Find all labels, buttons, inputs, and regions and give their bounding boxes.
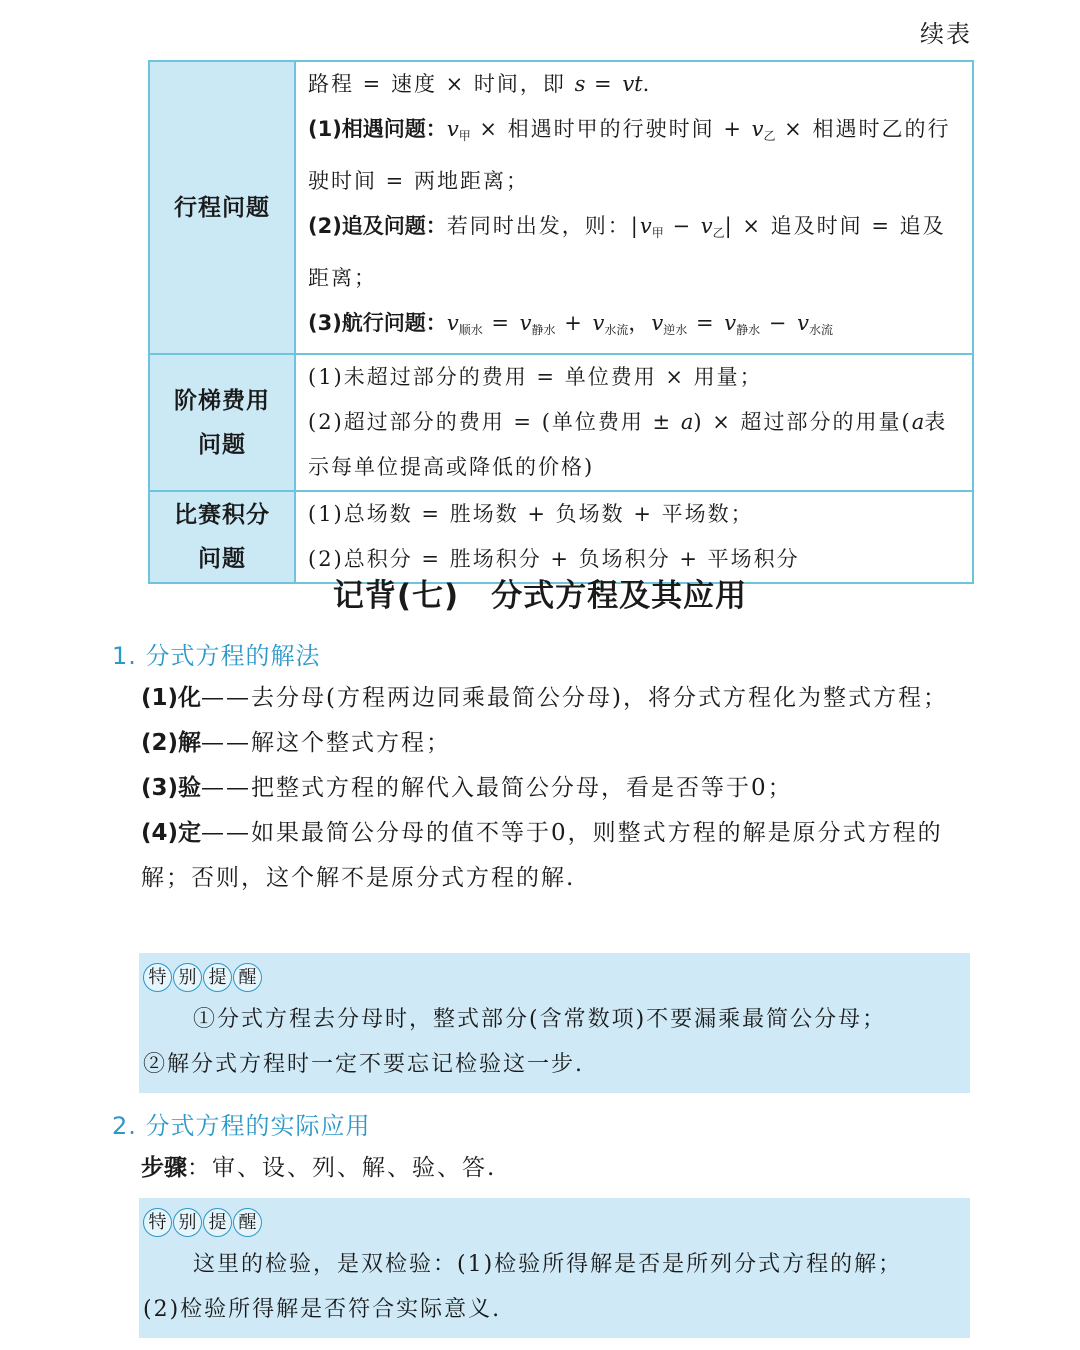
part2-steps (141, 1146, 975, 1191)
step-1: (1)化——去分母(方程两边同乘最简公分母)，将分式方程化为整式方程； (141, 685, 948, 711)
tip2-line1: 这里的检验，是双检验：(1)检验所得解是否是所列分式方程的解； (193, 1252, 903, 1277)
special-reminder-box-1 (139, 953, 970, 1093)
formula-table (148, 60, 974, 584)
part1-steps (141, 676, 975, 901)
content-travel (295, 61, 973, 354)
part2-heading: 2. 分式方程的实际应用 (112, 1112, 371, 1140)
travel-line1: 路程 = 速度 × 时间，即 s = vt. (308, 72, 652, 96)
tiered-line2: (2)超过部分的费用 = (单位费用 ± a) × 超过部分的用量(a表示每单位提高或降低的价格) (308, 410, 948, 479)
tip2-line2: (2)检验所得解是否符合实际意义. (143, 1297, 502, 1322)
continued-table-label: 续表 (920, 20, 972, 48)
travel-chase: (2)追及问题：若同时出发，则：$|v_甲 - v_乙|$ × 追及时间 = 追及距离； (308, 214, 946, 290)
score-line1: (1)总场数 = 胜场数 + 负场数 + 平场数； (308, 502, 754, 526)
category-tiered: 阶梯费用 问题 (149, 354, 295, 491)
part1-heading: 1. 分式方程的解法 (112, 642, 321, 670)
table-row-travel (149, 61, 973, 354)
tip1-line1: ①分式方程去分母时，整式部分(含常数项)不要漏乘最简公分母； (193, 1007, 887, 1032)
special-reminder-box-2 (139, 1198, 970, 1338)
step-2: (2)解——解这个整式方程； (141, 730, 452, 756)
category-score: 比赛积分 问题 (149, 491, 295, 583)
travel-sail: (3)航行问题：$v_{顺水} = v_{静水} + v_{水流}$，$v_{逆水} = v_{静水} - v_{水流}$ (308, 311, 833, 337)
special-reminder-badge: 特 别 提 醒 (143, 957, 970, 997)
content-tiered (295, 354, 973, 491)
travel-meet: (1)相遇问题：$v_甲$ × 相遇时甲的行驶时间 + $v_乙$ × 相遇时乙的行驶时间 = 两地距离； (308, 117, 951, 193)
tiered-line1: (1)未超过部分的费用 = 单位费用 × 用量； (308, 365, 763, 389)
special-reminder-badge: 特 别 提 醒 (143, 1202, 970, 1242)
category-travel: 行程问题 (149, 61, 295, 354)
step-3: (3)验——把整式方程的解代入最简公分母，看是否等于0； (141, 775, 793, 801)
table-row-tiered (149, 354, 973, 491)
score-line2: (2)总积分 = 胜场积分 + 负场积分 + 平场积分 (308, 547, 800, 571)
step-4: (4)定——如果最简公分母的值不等于0，则整式方程的解是原分式方程的解；否则，这个解不是原分式方程的解. (141, 820, 943, 891)
steps-line: 步骤：审、设、列、解、验、答. (141, 1155, 497, 1181)
section-title: 记背(七) 分式方程及其应用 (332, 578, 748, 614)
tip1-line2: ②解分式方程时一定不要忘记检验这一步. (143, 1052, 584, 1077)
